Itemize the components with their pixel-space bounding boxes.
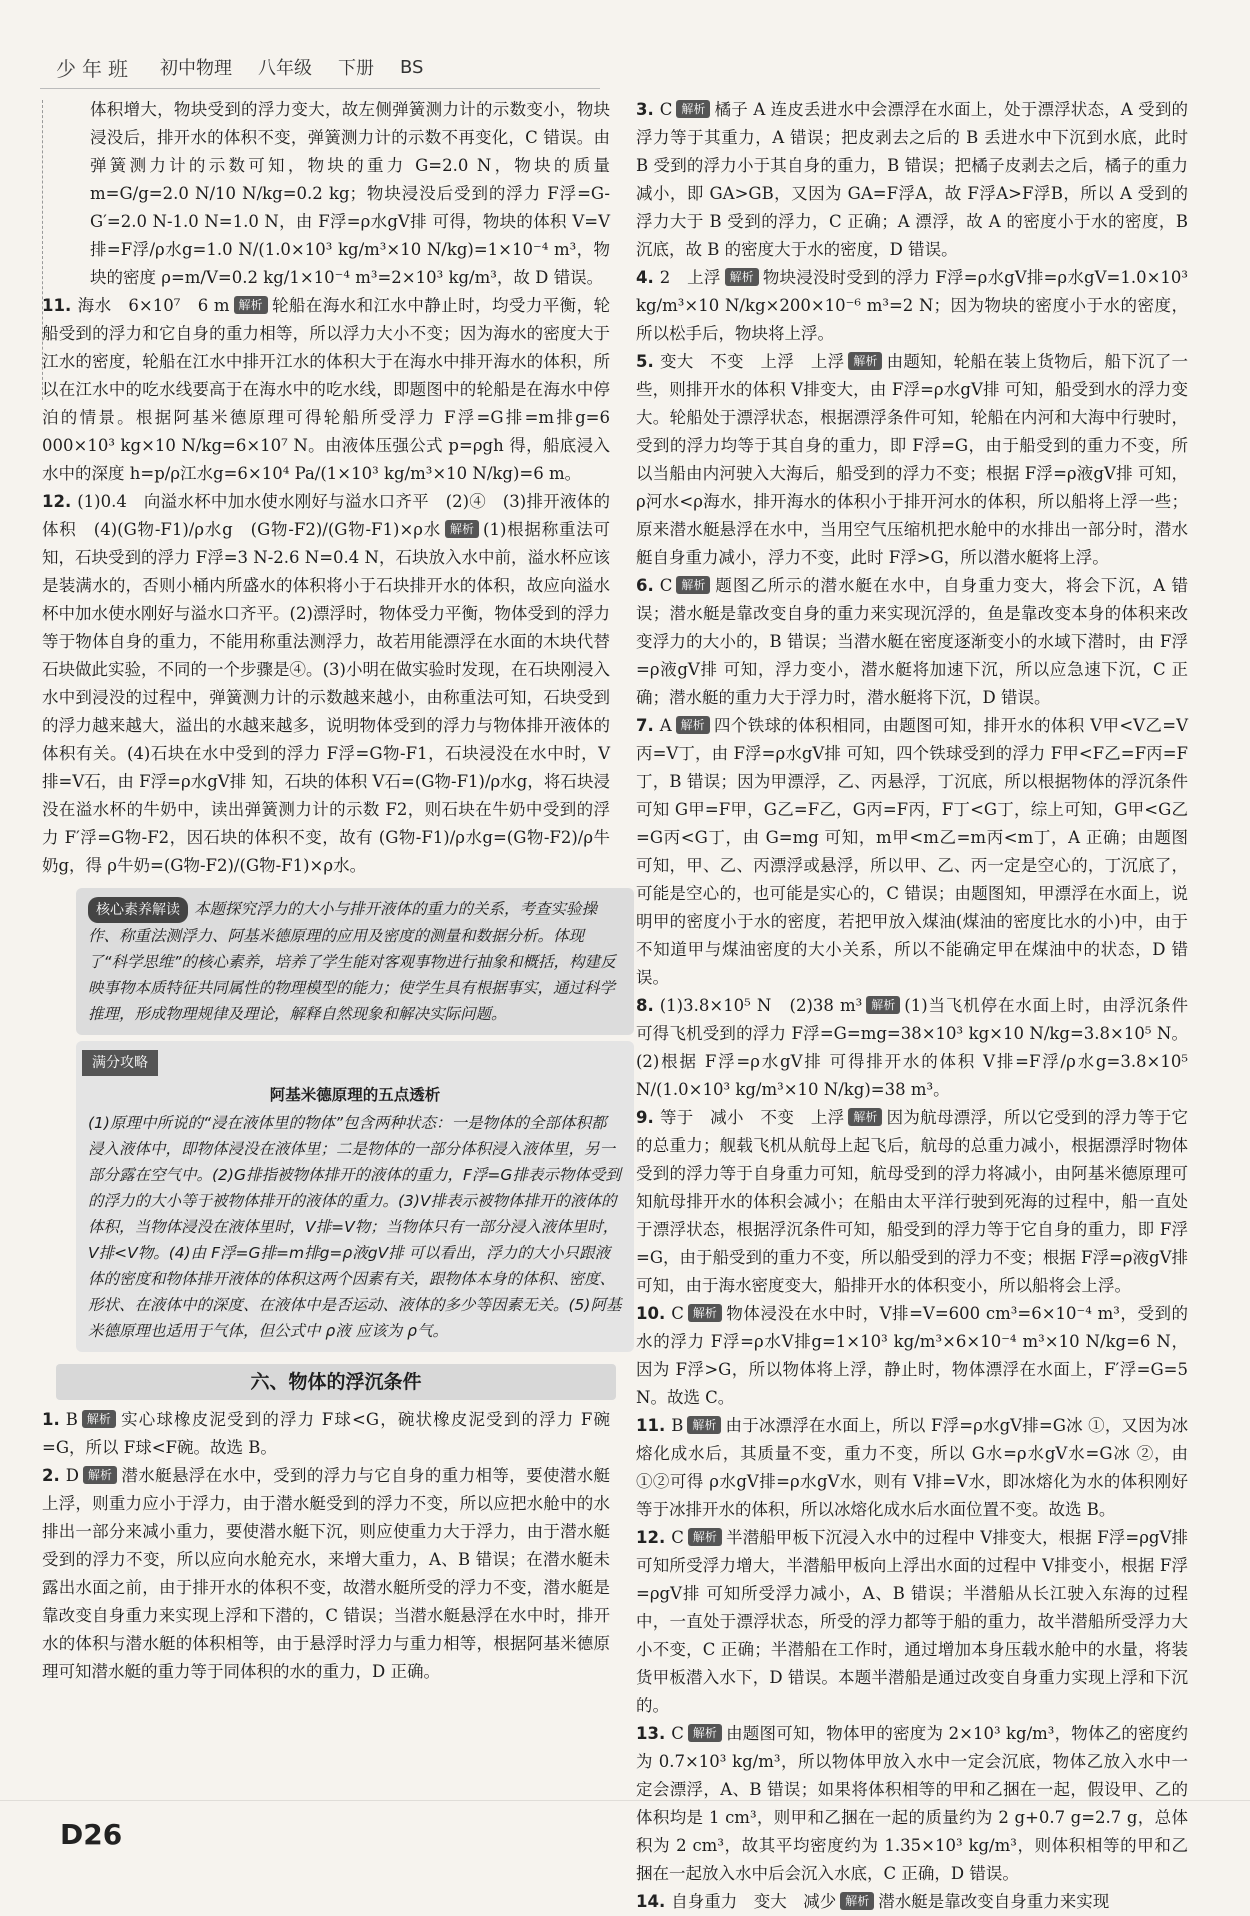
section-title: 六、物体的浮沉条件	[56, 1364, 616, 1400]
analysis-tag: 解析	[848, 352, 882, 370]
analysis-tag: 解析	[82, 1410, 116, 1428]
question-7: 7. A 解析 四个铁球的体积相同，由题图可知，排开水的体积 V甲<V乙=V丙=V丁，由 F浮=ρ水gV排 可知，四个铁球受到的浮力 F甲<F乙=F丙=F丁，B 错误；因为甲漂浮，乙、丙悬浮，丁沉底，所以根据物体的浮沉条件可知 G甲=F甲，G乙=F乙，G丙=F丙，F丁<G丁，综上可知，G甲<G乙=G丙<G丁，由 G=mg 可知，m甲<m乙=m丙<m丁，A 正确；由题图可知，甲、乙、丙漂浮或悬浮，所以甲、乙、丙一定是空心的，丁沉底了，可能是空心的，也可能是实心的，C 错误；由题图知，甲漂浮在水面上，说明甲的密度小于水的密度，若把甲放入煤油(煤油的密度比水的小)中，由于不知道甲与煤油密度的大小关系，所以不能确定甲在煤油中的状态，D 错误。	[636, 716, 1188, 987]
full-score-label: 满分攻略	[82, 1050, 158, 1076]
question-4: 4. 2 上浮 解析 物块浸没时受到的浮力 F浮=ρ水gV排=ρ水gV=1.0×10³ kg/m³×10 N/kg×200×10⁻⁶ m³=2 N；因为物块的密度小于水的密度，所以松手后，物块将上浮。	[636, 268, 1189, 343]
core-literacy-box	[76, 888, 634, 1035]
question-12-b: 12. C 解析 半潜船甲板下沉浸入水中的过程中 V排变大，根据 F浮=ρgV排 可知所受浮力增大，半潜船甲板向上浮出水面的过程中 V排变小，根据 F浮=ρgV排 可知所受浮力减小，A、B 错误；半潜船从长江驶入东海的过程中，一直处于漂浮状态，所受的浮力都等于船的重力，故半潜船所受浮力大小不变，C 正确；半潜船在工作时，通过增加本身压载水舱中的水量，将装货甲板潜入水下，D 错误。本题半潜船是通过改变自身重力实现上浮和下沉的。	[636, 1528, 1188, 1715]
question-13: 13. C 解析 由题图可知，物体甲的密度为 2×10³ kg/m³，物体乙的密度约为 0.7×10³ kg/m³，所以物体甲放入水中一定会沉底，物体乙放入水中一定会漂浮，A、B 错误；如果将体积相等的甲和乙捆在一起，假设甲、乙的体积均是 1 cm³，则甲和乙捆在一起的质量约为 2 g+0.7 g=2.7 g，总体积为 2 cm³，故其平均密度约为 1.35×10³ kg/m³，则体积相等的甲和乙捆在一起放入水中后会沉入水底，C 正确，D 错误。	[636, 1724, 1188, 1883]
question-11: 11. 海水 6×10⁷ 6 m 解析 轮船在海水和江水中静止时，均受力平衡，轮船受到的浮力和它自身的重力相等，所以浮力大小不变；因为海水的密度大于江水的密度，轮船在江水中排开江水的体积大于在海水中排开海水的体积，所以在江水中的吃水线要高于在海水中的吃水线，即题图中的轮船是在海水中停泊的情景。根据阿基米德原理可得轮船所受浮力 F浮=G排=m排g=6 000×10³ kg×10 N/kg=6×10⁷ N。由液体压强公式 p=ρgh 得，船底浸入水中的深度 h=p/ρ江水g=6×10⁴ Pa/(1×10³ kg/m³×10 N/kg)=6 m。	[42, 296, 611, 483]
question-6: 6. C 解析 题图乙所示的潜水艇在水中，自身重力变大，将会下沉，A 错误；潜水艇是靠改变自身的重力来实现沉浮的，鱼是靠改变本身的体积来改变浮力的大小的，B 错误；当潜水艇在密度逐渐变小的水域下潜时，由 F浮=ρ液gV排 可知，浮力变小，潜水艇将加速下沉，所以应急速下沉，C 正确；潜水艇的重力大于浮力时，潜水艇将下沉，D 错误。	[636, 576, 1188, 707]
right-column	[636, 96, 1188, 1916]
answer: 等于 减小 不变 上浮	[659, 1108, 845, 1127]
explanation: 四个铁球的体积相同，由题图可知，排开水的体积 V甲<V乙=V丙=V丁，由 F浮=ρ水gV排 可知，四个铁球受到的浮力 F甲<F乙=F丙=F丁，B 错误；因为甲漂浮，乙、丙悬浮，丁沉底，所以根据物体的浮沉条件可知 G甲=F甲，G乙=F乙，G丙=F丙，F丁<G丁，综上可知，G甲<G乙=G丙<G丁，由 G=mg 可知，m甲<m乙=m丙<m丁，A 正确；由题图可知，甲、乙、丙漂浮或悬浮，所以甲、乙、丙一定是空心的，丁沉底了，可能是空心的，也可能是实心的，C 错误；由题图知，甲漂浮在水面上，说明甲的密度小于水的密度，若把甲放入煤油(煤油的密度比水的小)中，由于不知道甲与煤油密度的大小关系，所以不能确定甲在煤油中的状态，D 错误。	[636, 716, 1188, 987]
answer: B	[65, 1410, 78, 1429]
explanation: 半潜船甲板下沉浸入水中的过程中 V排变大，根据 F浮=ρgV排 可知所受浮力增大，半潜船甲板向上浮出水面的过程中 V排变小，根据 F浮=ρgV排 可知所受浮力减小，A、B 错误；半潜船从长江驶入东海的过程中，一直处于漂浮状态，所受的浮力都等于船的重力，故半潜船所受浮力大小不变，C 正确；半潜船在工作时，通过增加本身压载水舱中的水量，将装货甲板潜入水下，D 错误。本题半潜船是通过改变自身重力实现上浮和下沉的。	[636, 1528, 1188, 1715]
question-3: 3. C 解析 橘子 A 连皮丢进水中会漂浮在水面上，处于漂浮状态，A 受到的浮力等于其重力，A 错误；把皮剥去之后的 B 丢进水中下沉到水底，此时 B 受到的浮力小于其自身的重力，B 错误；把橘子皮剥去之后，橘子的重力减小，即 GA>GB，又因为 GA=F浮A，故 F浮A>F浮B，所以 A 受到的浮力大于 B 受到的浮力，C 正确；A 漂浮，故 A 的密度小于水的密度，B 沉底，故 B 的密度大于水的密度，D 错误。	[636, 100, 1188, 259]
analysis-tag: 解析	[83, 1466, 117, 1484]
question-8: 8. (1)3.8×10⁵ N (2)38 m³ 解析 (1)当飞机停在水面上时，由浮沉条件可得飞机受到的浮力 F浮=G=mg=38×10³ kg×10 N/kg=3.8×10⁵ N。(2)根据 F浮=ρ水gV排 可得排开水的体积 V排=F浮/ρ水g=3.8×10⁵ N/(1.0×10³ kg/m³×10 N/kg)=38 m³。	[636, 996, 1188, 1099]
footer-divider	[0, 1800, 1250, 1801]
explanation: 物块浸没时受到的浮力 F浮=ρ水gV排=ρ水gV=1.0×10³ kg/m³×10 N/kg×200×10⁻⁶ m³=2 N；因为物块的密度小于水的密度，所以松手后，物块将上浮。	[636, 268, 1189, 343]
answer: B	[671, 1416, 684, 1435]
answer: D	[65, 1466, 79, 1485]
header-subject: 初中物理	[160, 58, 232, 79]
answer: (1)0.4 向溢水杯中加水使水刚好与溢水口齐平 (2)④ (3)排开液体的体积 (4)(G物-F1)/ρ水g (G物-F2)/(G物-F1)×ρ水	[42, 492, 610, 539]
page-number: D26	[60, 1818, 123, 1851]
question-2: 2. D 解析 潜水艇悬浮在水中，受到的浮力与它自身的重力相等，要使潜水艇上浮，则重力应小于浮力，由于潜水艇受到的浮力不变，所以应把水舱中的水排出一部分来减小重力，要使潜水艇下沉，则应使重力大于浮力，由于潜水艇受到的浮力不变，所以应向水舱充水，来增大重力，A、B 错误；在潜水艇未露出水面之前，由于排开水的体积不变，故潜水艇所受的浮力不变，潜水艇是靠改变自身重力来实现上浮和下潜的，C 错误；当潜水艇悬浮在水中时，排开水的体积与潜水艇的体积相等，由于悬浮时浮力与重力相等，根据阿基米德原理可知潜水艇的重力等于同体积的水的重力，D 正确。	[42, 1466, 610, 1681]
analysis-tag: 解析	[687, 1416, 721, 1434]
question-1: 1. B 解析 实心球橡皮泥受到的浮力 F球<G，碗状橡皮泥受到的浮力 F碗=G，所以 F球<F碗。故选 B。	[42, 1410, 610, 1457]
header-edition: BS	[400, 56, 424, 78]
explanation: 潜水艇悬浮在水中，受到的浮力与它自身的重力相等，要使潜水艇上浮，则重力应小于浮力，由于潜水艇受到的浮力不变，所以应把水舱中的水排出一部分来减小重力，要使潜水艇下沉，则应使重力大于浮力，由于潜水艇受到的浮力不变，所以应向水舱充水，来增大重力，A、B 错误；在潜水艇未露出水面之前，由于排开水的体积不变，故潜水艇所受的浮力不变，潜水艇是靠改变自身重力来实现上浮和下潜的，C 错误；当潜水艇悬浮在水中时，排开水的体积与潜水艇的体积相等，由于悬浮时浮力与重力相等，根据阿基米德原理可知潜水艇的重力等于同体积的水的重力，D 正确。	[42, 1466, 610, 1681]
analysis-tag: 解析	[840, 1892, 874, 1910]
question-11-b: 11. B 解析 由于冰漂浮在水面上，所以 F浮=ρ水gV排=G冰 ①，又因为冰熔化成水后，其质量不变，重力不变，所以 G水=ρ水gV水=G冰 ②，由①②可得 ρ水gV排=ρ水gV水，则有 V排=V水，即冰熔化为水的体积刚好等于冰排开水的体积，所以冰熔化成水后水面位置不变。故选 B。	[636, 1416, 1188, 1519]
header-volume: 下册	[338, 58, 374, 79]
header-divider	[40, 88, 600, 89]
question-14: 14. 自身重力 变大 减少 解析 潜水艇是靠改变自身重力来实现	[636, 1892, 1110, 1911]
header-grade: 八年级	[258, 58, 312, 79]
explanation: 因为航母漂浮，所以它受到的浮力等于它的总重力；舰载飞机从航母上起飞后，航母的总重力减小，根据漂浮时物体受到的浮力等于自身重力可知，航母受到的浮力将减小，由阿基米德原理可知航母排开水的体积会减小；在船由太平洋行驶到死海的过程中，船一直处于漂浮状态，根据浮沉条件可知，船受到的浮力等于它自身的重力，即 F浮=G，由于船受到的重力不变，所以船受到的浮力不变；根据 F浮=ρ液gV排 可知，由于海水密度变大，船排开水的体积变小，所以船将会上浮。	[636, 1108, 1188, 1295]
explanation: (1)当飞机停在水面上时，由浮沉条件可得飞机受到的浮力 F浮=G=mg=38×10³ kg×10 N/kg=3.8×10⁵ N。(2)根据 F浮=ρ水gV排 可得排开水的体积 V排=F浮/ρ水g=3.8×10⁵ N/(1.0×10³ kg/m³×10 N/kg)=38 m³。	[636, 996, 1188, 1099]
analysis-tag: 解析	[688, 1724, 722, 1742]
full-score-strategy-box	[76, 1041, 634, 1352]
analysis-tag: 解析	[234, 296, 268, 314]
explanation: 题图乙所示的潜水艇在水中，自身重力变大，将会下沉，A 错误；潜水艇是靠改变自身的重力来实现沉浮的，鱼是靠改变本身的体积来改变浮力的大小的，B 错误；当潜水艇在密度逐渐变小的水域下潜时，由 F浮=ρ液gV排 可知，浮力变小，潜水艇将加速下沉，所以应急速下沉，C 正确；潜水艇的重力大于浮力时，潜水艇将下沉，D 错误。	[636, 576, 1188, 707]
analysis-tag: 解析	[676, 576, 710, 594]
brand-logo-text: 少年班	[56, 56, 134, 81]
analysis-tag: 解析	[676, 716, 710, 734]
explanation: 潜水艇是靠改变自身重力来实现	[878, 1892, 1110, 1911]
explanation: 由题知，轮船在装上货物后，船下沉了一些，则排开水的体积 V排变大，由 F浮=ρ水gV排 可知，船受到水的浮力变大。轮船处于漂浮状态，根据漂浮条件可知，轮船在内河和大海中行驶时，受到的浮力均等于其自身的重力，即 F浮=G，由于船受到的重力不变，所以当船由内河驶入大海后，船受到的浮力不变；根据 F浮=ρ液gV排 可知，ρ河水<ρ海水，排开海水的体积小于排开河水的体积，所以船将上浮一些；原来潜水艇悬浮在水中，当用空气压缩机把水舱中的水排出一部分时，潜水艇自身重力减小，浮力不变，此时 F浮>G，所以潜水艇将上浮。	[636, 352, 1188, 567]
answer: 海水 6×10⁷ 6 m	[77, 296, 230, 315]
left-column	[42, 96, 622, 1686]
explanation: 物体浸没在水中时，V排=V=600 cm³=6×10⁻⁴ m³，受到的水的浮力 F浮=ρ水V排g=1×10³ kg/m³×6×10⁻⁴ m³×10 N/kg=6 N，因为 F浮>G，所以物体将上浮，静止时，物体漂浮在水面上，F′浮=G=5 N。故选 C。	[636, 1304, 1188, 1407]
question-12: 12. (1)0.4 向溢水杯中加水使水刚好与溢水口齐平 (2)④ (3)排开液体的体积 (4)(G物-F1)/ρ水g (G物-F2)/(G物-F1)×ρ水 解析 (1)根据称重法可知，石块受到的浮力 F浮=3 N-2.6 N=0.4 N，石块放入水中前，溢水杯应该是装满水的，否则小桶内所盛水的体积将小于石块排开水的体积，故应向溢水杯中加水使水刚好与溢水口齐平。(2)漂浮时，物体受力平衡，物体受到的浮力等于物体自身的重力，不能用称重法测浮力，故若用能漂浮在水面的木块代替石块做此实验，不同的一个步骤是④。(3)小明在做实验时发现，在石块刚浸入水中到浸没的过程中，弹簧测力计的示数越来越小，由称重法可知，石块受到的浮力越来越大，溢出的水越来越多，说明物体受到的浮力与物体排开液体的体积有关。(4)石块在水中受到的浮力 F浮=G物-F1，石块浸没在水中时，V排=V石，由 F浮=ρ水gV排 知，石块的体积 V石=(G物-F1)/ρ水g，将石块浸没在溢水杯的牛奶中，读出弹簧测力计的示数 F2，则石块在牛奶中受到的浮力 F′浮=G物-F2，因石块的体积不变，故有 (G物-F1)/ρ水g=(G物-F2)/ρ牛奶g，得 ρ牛奶=(G物-F2)/(G物-F1)×ρ水。	[42, 492, 611, 875]
answer: 2 上浮	[659, 268, 721, 287]
page-header	[56, 48, 636, 86]
explanation: 由于冰漂浮在水面上，所以 F浮=ρ水gV排=G冰 ①，又因为冰熔化成水后，其质量不变，重力不变，所以 G水=ρ水gV水=G冰 ②，由①②可得 ρ水gV排=ρ水gV水，则有 V排=V水，即冰熔化为水的体积刚好等于冰排开水的体积，所以冰熔化成水后水面位置不变。故选 B。	[636, 1416, 1188, 1519]
explanation: 由题图可知，物体甲的密度为 2×10³ kg/m³，物体乙的密度约为 0.7×10³ kg/m³，所以物体甲放入水中一定会沉底，物体乙放入水中一定会漂浮，A、B 错误；如果将体积相等的甲和乙捆在一起，假设甲、乙的体积均是 1 cm³，则甲和乙捆在一起的质量约为 2 g+0.7 g=2.7 g，总体积为 2 cm³，故其平均密度约为 1.35×10³ kg/m³，则体积相等的甲和乙捆在一起放入水中后会沉入水底，C 正确，D 错误。	[636, 1724, 1188, 1883]
question-5: 5. 变大 不变 上浮 上浮 解析 由题知，轮船在装上货物后，船下沉了一些，则排开水的体积 V排变大，由 F浮=ρ水gV排 可知，船受到水的浮力变大。轮船处于漂浮状态，根据漂浮条件可知，轮船在内河和大海中行驶时，受到的浮力均等于其自身的重力，即 F浮=G，由于船受到的重力不变，所以当船由内河驶入大海后，船受到的浮力不变；根据 F浮=ρ液gV排 可知，ρ河水<ρ海水，排开海水的体积小于排开河水的体积，所以船将上浮一些；原来潜水艇悬浮在水中，当用空气压缩机把水舱中的水排出一部分时，潜水艇自身重力减小，浮力不变，此时 F浮>G，所以潜水艇将上浮。	[636, 352, 1188, 567]
answer: C	[659, 576, 673, 595]
strategy-title: 阿基米德原理的五点透析	[269, 1086, 441, 1104]
analysis-tag: 解析	[725, 268, 759, 286]
answer: C	[659, 100, 673, 119]
answer: A	[659, 716, 672, 735]
analysis-tag: 解析	[688, 1528, 722, 1546]
question-9: 9. 等于 减小 不变 上浮 解析 因为航母漂浮，所以它受到的浮力等于它的总重力；舰载飞机从航母上起飞后，航母的总重力减小，根据漂浮时物体受到的浮力等于自身重力可知，航母受到的浮力将减小，由阿基米德原理可知航母排开水的体积会减小；在船由太平洋行驶到死海的过程中，船一直处于漂浮状态，根据浮沉条件可知，船受到的浮力等于它自身的重力，即 F浮=G，由于船受到的重力不变，所以船受到的浮力不变；根据 F浮=ρ液gV排 可知，由于海水密度变大，船排开水的体积变小，所以船将会上浮。	[636, 1108, 1188, 1295]
analysis-tag: 解析	[676, 100, 710, 118]
strategy-text: (1)原理中所说的“浸在液体里的物体”包含两种状态：一是物体的全部体积都浸入液体中，即物体浸没在液体里；二是物体的一部分体积浸入液体里，另一部分露在空气中。(2)G排指被物体排开的液体的重力，F浮=G排表示物体受到的浮力的大小等于被物体排开的液体的重力。(3)V排表示被物体排开的液体的体积，当物体浸没在液体里时，V排=V物；当物体只有一部分浸入液体里时，V排<V物。(4)由 F浮=G排=m排g=ρ液gV排 可以看出，浮力的大小只跟液体的密度和物体排开液体的体积这两个因素有关，跟物体本身的体积、密度、形状、在液体中的深度、在液体中是否运动、液体的多少等因素无关。(5)阿基米德原理也适用于气体，但公式中 ρ液 应该为 ρ气。	[88, 1114, 622, 1340]
core-literacy-label: 核心素养解读	[88, 897, 188, 923]
answer: 变大 不变 上浮 上浮	[659, 352, 845, 371]
explanation: 实心球橡皮泥受到的浮力 F球<G，碗状橡皮泥受到的浮力 F碗=G，所以 F球<F碗。故选 B。	[42, 1410, 610, 1457]
answer: C	[671, 1724, 684, 1743]
explanation: 轮船在海水和江水中静止时，均受力平衡，轮船受到的浮力和它自身的重力相等，所以浮力大小不变；因为海水的密度大于江水的密度，轮船在江水中排开江水的体积大于在海水中排开海水的体积，所以在江水中的吃水线要高于在海水中的吃水线，即题图中的轮船是在海水中停泊的情景。根据阿基米德原理可得轮船所受浮力 F浮=G排=m排g=6 000×10³ kg×10 N/kg=6×10⁷ N。由液体压强公式 p=ρgh 得，船底浸入水中的深度 h=p/ρ江水g=6×10⁴ Pa/(1×10³ kg/m³×10 N/kg)=6 m。	[42, 296, 611, 483]
core-literacy-text: 本题探究浮力的大小与排开液体的重力的关系，考查实验操作、称重法测浮力、阿基米德原理的应用及密度的测量和数据分析。体现了“科学思维”的核心素养，培养了学生能对客观事物进行抽象和概括，构建反映事物本质特征共同属性的物理模型的能力；使学生具有根据事实，通过科学推理，形成物理规律及理论，解释自然现象和解决实际问题。	[88, 900, 616, 1023]
continued-explanation: 体积增大，物块受到的浮力变大，故左侧弹簧测力计的示数变小，物块浸没后，排开水的体积不变，弹簧测力计的示数不再变化，C 错误。由弹簧测力计的示数可知，物块的重力 G=2.0 N，物块的质量 m=G/g=2.0 N/10 N/kg=0.2 kg；物块浸没后受到的浮力 F浮=G-G′=2.0 N-1.0 N=1.0 N，由 F浮=ρ水gV排 可得，物块的体积 V=V排=F浮/ρ水g=1.0 N/(1.0×10³ kg/m³×10 N/kg)=1×10⁻⁴ m³，物块的密度 ρ=m/V=0.2 kg/1×10⁻⁴ m³=2×10³ kg/m³，故 D 错误。	[90, 100, 610, 287]
explanation: (1)根据称重法可知，石块受到的浮力 F浮=3 N-2.6 N=0.4 N，石块放入水中前，溢水杯应该是装满水的，否则小桶内所盛水的体积将小于石块排开水的体积，故应向溢水杯中加水使水刚好与溢水口齐平。(2)漂浮时，物体受力平衡，物体受到的浮力等于物体自身的重力，不能用称重法测浮力，故若用能漂浮在水面的木块代替石块做此实验，不同的一个步骤是④。(3)小明在做实验时发现，在石块刚浸入水中到浸没的过程中，弹簧测力计的示数越来越小，由称重法可知，石块受到的浮力越来越大，溢出的水越来越多，说明物体受到的浮力与物体排开液体的体积有关。(4)石块在水中受到的浮力 F浮=G物-F1，石块浸没在水中时，V排=V石，由 F浮=ρ水gV排 知，石块的体积 V石=(G物-F1)/ρ水g，将石块浸没在溢水杯的牛奶中，读出弹簧测力计的示数 F2，则石块在牛奶中受到的浮力 F′浮=G物-F2，因石块的体积不变，故有 (G物-F1)/ρ水g=(G物-F2)/ρ牛奶g，得 ρ牛奶=(G物-F2)/(G物-F1)×ρ水。	[42, 520, 611, 875]
explanation: 橘子 A 连皮丢进水中会漂浮在水面上，处于漂浮状态，A 受到的浮力等于其重力，A 错误；把皮剥去之后的 B 丢进水中下沉到水底，此时 B 受到的浮力小于其自身的重力，B 错误；把橘子皮剥去之后，橘子的重力减小，即 GA>GB，又因为 GA=F浮A，故 F浮A>F浮B，所以 A 受到的浮力大于 B 受到的浮力，C 正确；A 漂浮，故 A 的密度小于水的密度，B 沉底，故 B 的密度大于水的密度，D 错误。	[636, 100, 1188, 259]
analysis-tag: 解析	[688, 1304, 722, 1322]
answer: C	[671, 1528, 684, 1547]
analysis-tag: 解析	[848, 1108, 882, 1126]
answer: C	[671, 1304, 684, 1323]
answer: 自身重力 变大 减少	[671, 1892, 837, 1911]
analysis-tag: 解析	[866, 996, 900, 1014]
answer: (1)3.8×10⁵ N (2)38 m³	[659, 996, 863, 1015]
analysis-tag: 解析	[445, 520, 479, 538]
question-10: 10. C 解析 物体浸没在水中时，V排=V=600 cm³=6×10⁻⁴ m³，受到的水的浮力 F浮=ρ水V排g=1×10³ kg/m³×6×10⁻⁴ m³×10 N/kg=6 N，因为 F浮>G，所以物体将上浮，静止时，物体漂浮在水面上，F′浮=G=5 N。故选 C。	[636, 1304, 1188, 1407]
